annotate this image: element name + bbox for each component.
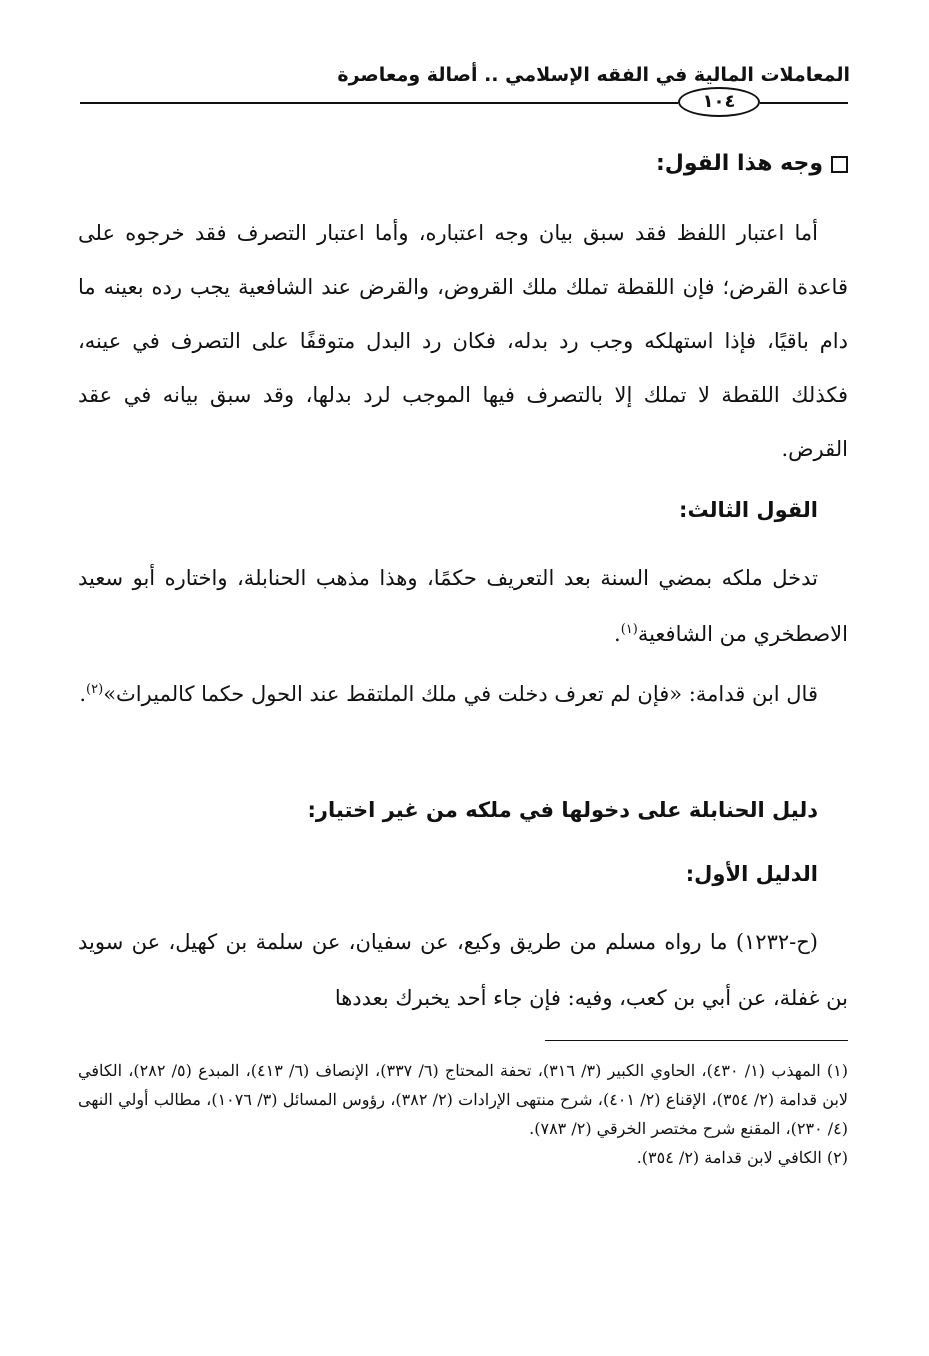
third-opinion-paragraph: تدخل ملكه بمضي السنة بعد التعريف حكمًا، وهذا مذهب الحنابلة، واختاره أبو سعيد الاصطخري من الشافعية$^{(١)}$. [78, 566, 848, 646]
reason-paragraph: أما اعتبار اللفظ فقد سبق بيان وجه اعتباره، وأما اعتبار التصرف فقد خرجوه على قاعدة القرض؛ فإن اللقطة تملك ملك القروض، والقرض عند الشافعية يجب رده بعينه ما دام باقيًا، فإذا استهلكه وجب رد بدله، فكان رد البدل متوقفًا على التصرف في عينه، فكذلك اللقطة لا تملك إلا بالتصرف فيها الموجب لرد بدلها، وقد سبق بيانه في عقد القرض. [78, 221, 848, 461]
footnote-ref-1: (١) [620, 622, 638, 637]
first-evidence-heading: الدليل الأول: [685, 862, 818, 886]
header-rule-right [760, 102, 848, 104]
third-opinion-heading: القول الثالث: [679, 498, 818, 522]
running-header-title: المعاملات المالية في الفقه الإسلامي .. أصالة ومعاصرة [337, 64, 850, 86]
footnotes-section [78, 1056, 848, 1172]
page-number: ١٠٤ [678, 87, 760, 117]
footnote-1: (١) المهذب (١/ ٤٣٠)، الحاوي الكبير (٣/ ٣١٦)، تحفة المحتاج (٦/ ٣٣٧)، الإنصاف (٦/ ٤١٣)، المبدع (٥/ ٢٨٢)، الكافي لابن قدامة (٢/ ٣٥٤)، الإقناع (٢/ ٤٠١)، شرح منتهى الإرادات (٢/ ٣٨٢)، رؤوس المسائل (٣/ ١٠٧٦)، مطالب أولي النهى (٤/ ٢٣٠)، المقنع شرح مختصر الخرقي (٢/ ٧٨٣). [78, 1061, 849, 1138]
hadith-paragraph: (ح-١٢٣٢) ما رواه مسلم من طريق وكيع، عن سفيان، عن سلمة بن كهيل، عن سويد بن غفلة، عن أبي بن كعب، وفيه: فإن جاء أحد يخبرك بعددها [78, 930, 848, 1010]
footnote-2: (٢) الكافي لابن قدامة (٢/ ٣٥٤). [636, 1148, 848, 1167]
ibn-qudama-quote: قال ابن قدامة: «فإن لم تعرف دخلت في ملك الملتقط عند الحول حكما كالميراث» [103, 682, 818, 706]
footnote-ref-2: (٢) [86, 682, 104, 697]
header-rule-left [80, 102, 678, 104]
ibn-qudama-paragraph: قال ابن قدامة: «فإن لم تعرف دخلت في ملك الملتقط عند الحول حكما كالميراث»$^{(٢)}$. [79, 682, 818, 706]
evidence-heading: دليل الحنابلة على دخولها في ملكه من غير اختيار: [307, 798, 818, 822]
reason-heading: وجه هذا القول: [655, 151, 823, 176]
square-bullet-icon [831, 156, 848, 173]
third-opinion-text: تدخل ملكه بمضي السنة بعد التعريف حكمًا، وهذا مذهب الحنابلة، واختاره أبو سعيد الاصطخري من الشافعية [78, 566, 848, 646]
footnote-separator [545, 1040, 848, 1041]
reason-heading-row [78, 146, 848, 182]
